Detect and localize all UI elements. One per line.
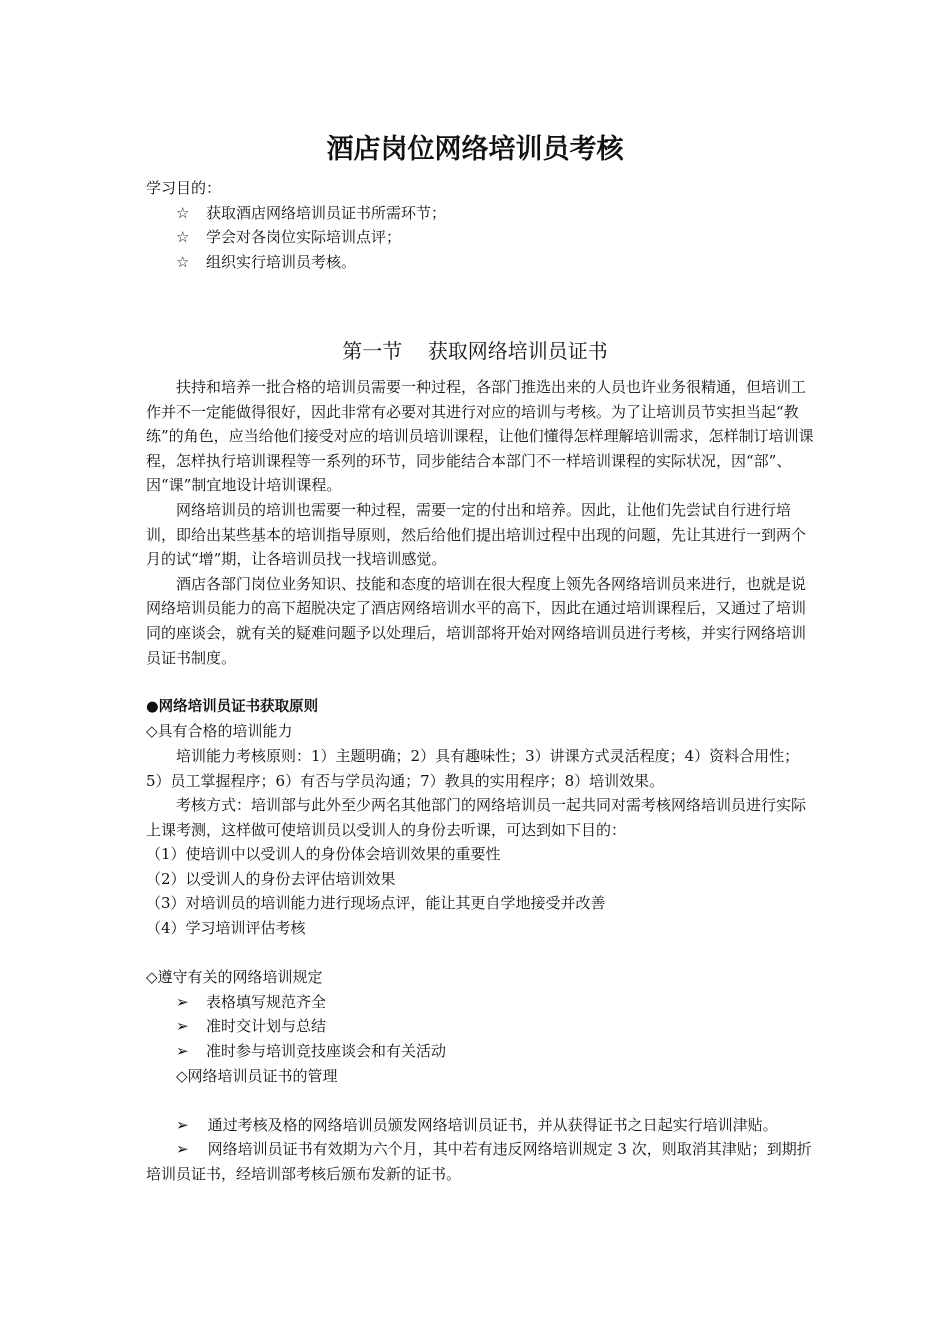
objective-text: 学会对各岗位实际培训点评； — [206, 228, 402, 247]
body-paragraph: 扶持和培养一批合格的培训员需要一种过程，各部门推选出来的人员也许业务很精通，但培训工作并不一定能做得很好，因此非常有必要对其进行对应的培训与考核。为了让培训员节实担当起“教练”的角色，应当给他们接受对应的培训员培训课程，让他们懂得怎样理解培训需求，怎样制订培训课程，怎样执行培训课程等一系列的环节，同步能结合本部门不一样培训课程的实际状况，因“部”、因“课”制宜地设计培训课程。 — [146, 378, 814, 495]
management-item — [146, 1137, 816, 1186]
spacer — [146, 941, 816, 966]
arrow-icon: ➢ — [176, 1017, 189, 1036]
criteria-paragraph: 培训能力考核原则：1）主题明确；2）具有趣味性；3）讲课方式灵活程度；4）资料合用性；5）员工掌握程序；6）有否与学员沟通；7）教具的实用程序；8）培训效果。 — [146, 746, 800, 790]
document-title: 酒店岗位网络培训员考核 — [326, 134, 624, 165]
rule-text: 表格填写规范齐全 — [206, 992, 327, 1011]
objective-text: 组织实行培训员考核。 — [206, 252, 357, 271]
rule-item — [176, 1014, 816, 1039]
arrow-icon: ➢ — [176, 1042, 189, 1061]
method-paragraph: 考核方式：培训部与此外至少两名其他部门的网络培训员一起共同对需考核网络培训员进行实际上课考测，这样做可使培训员以受训人的身份去听课，可达到如下目的： — [146, 796, 807, 839]
star-icon: ☆ — [176, 203, 190, 222]
objective-item — [176, 225, 816, 250]
objectives-label: 学习目的： — [146, 179, 222, 197]
objective-text: 获取酒店网络培训员证书所需环节； — [206, 203, 447, 222]
rule-text: 准时交计划与总结 — [206, 1017, 327, 1036]
objective-item — [176, 250, 816, 275]
objectives-block — [146, 176, 816, 274]
arrow-icon: ➢ — [176, 992, 189, 1011]
spacer — [146, 1088, 816, 1113]
spacer — [146, 670, 816, 695]
arrow-icon: ➢ — [176, 1115, 189, 1134]
management-text: 通过考核及格的网络培训员颁发网络培训员证书，并从获得证书之日起实行培训津贴。 — [207, 1115, 778, 1134]
management-item — [146, 1113, 816, 1138]
star-icon: ☆ — [176, 252, 190, 271]
management-text: 网络培训员证书有效期为六个月，其中若有违反网络培训规定 3 次，则取消其津贴；到期折培训员证书，经培训部考核后颁布发新的证书。 — [146, 1140, 812, 1183]
section-body — [146, 375, 816, 1187]
goal-item: （4）学习培训评估考核 — [146, 919, 306, 938]
rule-text: 准时参与培训竞技座谈会和有关活动 — [206, 1042, 447, 1061]
rules-list — [146, 990, 816, 1064]
goal-item: （2）以受训人的身份去评估培训效果 — [146, 869, 396, 888]
subsection-heading: ◇具有合格的培训能力 — [146, 722, 293, 741]
subsection-heading: ◇网络培训员证书的管理 — [176, 1066, 338, 1085]
arrow-icon: ➢ — [176, 1140, 189, 1159]
objectives-list — [146, 201, 816, 275]
principles-heading: ●网络培训员证书获取原则 — [146, 698, 319, 715]
body-paragraph: 酒店各部门岗位业务知识、技能和态度的培训在很大程度上领先各网络培训员来进行，也就是说网络培训员能力的高下超脱决定了酒店网络培训水平的高下，因此在通过培训课程后，又通过了培训同的座谈会，就有关的疑难问题予以处理后，培训部将开始对网络培训员进行考核，并实行网络培训员证书制度。 — [146, 574, 807, 667]
section-title: 第一节 获取网络培训员证书 — [342, 339, 608, 363]
objective-item — [176, 201, 816, 226]
goal-item: （3）对培训员的培训能力进行现场点评，能让其更自学地接受并改善 — [146, 894, 606, 913]
subsection-heading: ◇遵守有关的网络培训规定 — [146, 968, 323, 987]
goal-item: （1）使培训中以受训人的身份体会培训效果的重要性 — [146, 845, 501, 864]
star-icon: ☆ — [176, 228, 190, 247]
body-paragraph: 网络培训员的培训也需要一种过程，需要一定的付出和培养。因此，让他们先尝试自行进行培训，即给出某些基本的培训指导原则，然后给他们提出培训过程中出现的问题，先让其进行一到两个月的试“增”期，让各培训员找一找培训感觉。 — [146, 500, 807, 569]
rule-item — [176, 990, 816, 1015]
rule-item — [176, 1039, 816, 1064]
